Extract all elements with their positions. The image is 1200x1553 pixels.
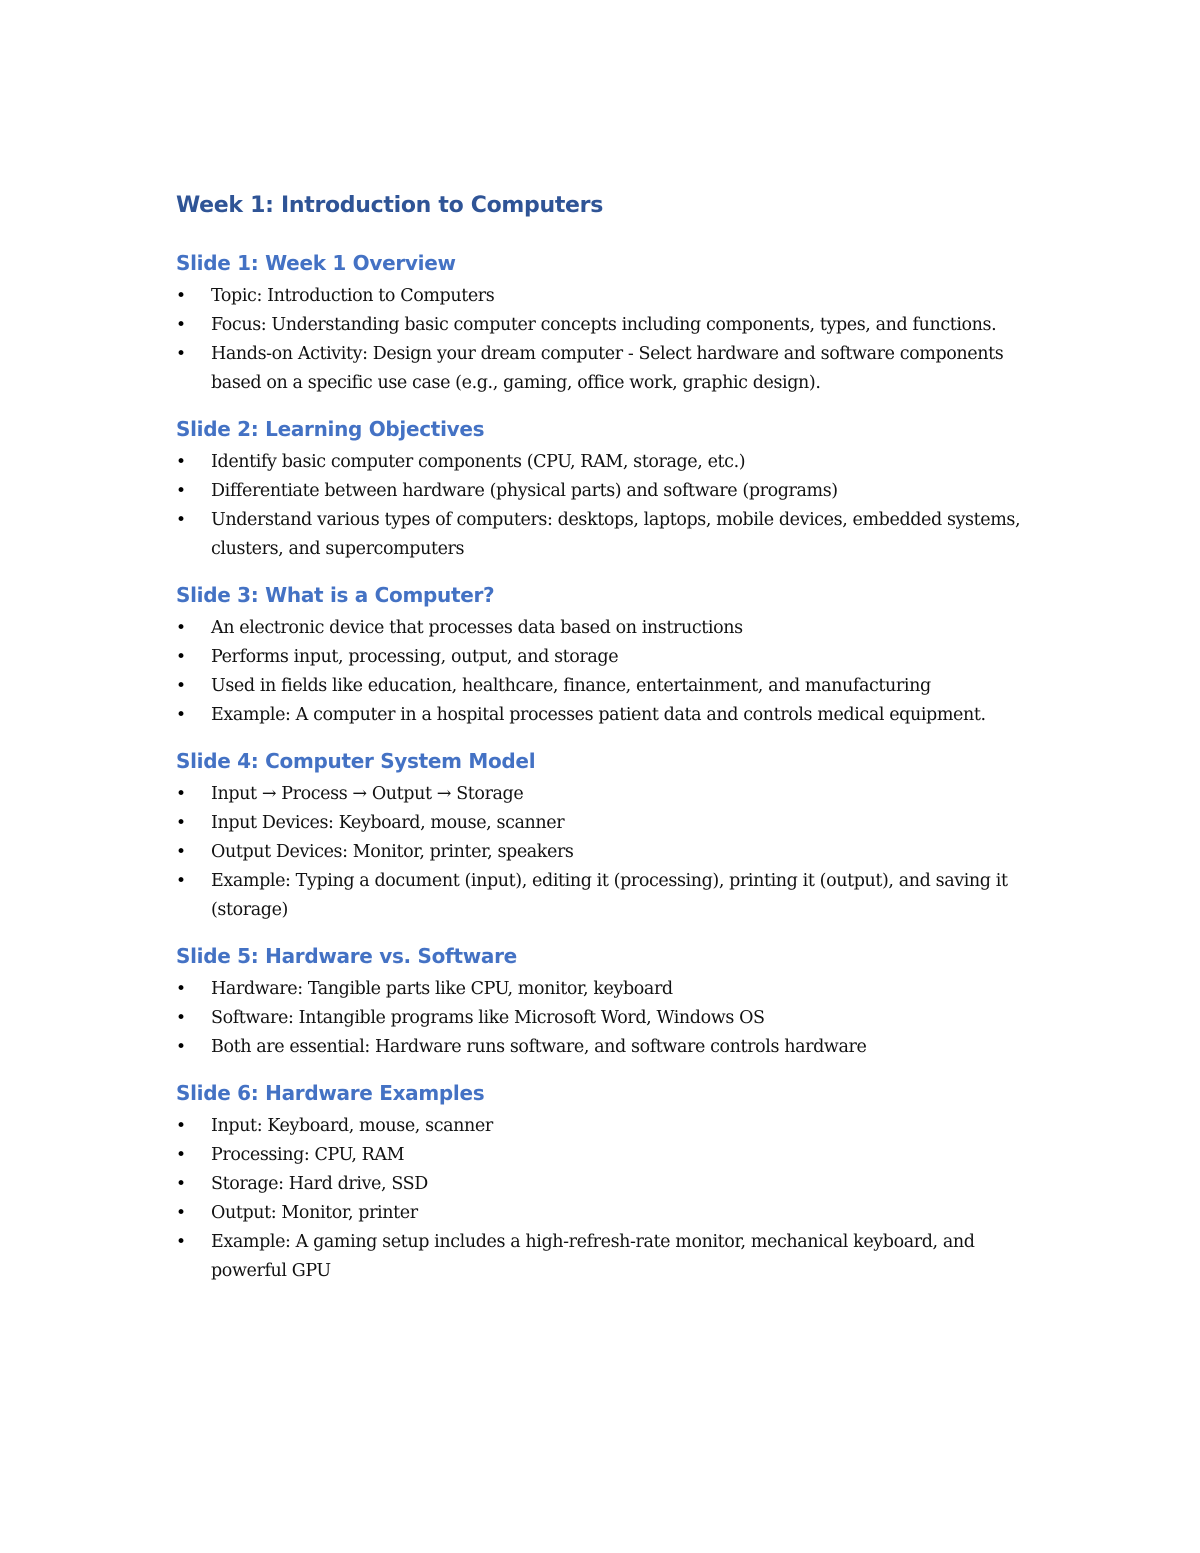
list-item-text: Input Devices: Keyboard, mouse, scanner bbox=[211, 813, 565, 833]
section-heading: Slide 4: Computer System Model bbox=[176, 749, 536, 773]
bullet-icon: • bbox=[176, 1174, 186, 1194]
list-item-text: Output Devices: Monitor, printer, speakers bbox=[211, 842, 574, 862]
section-heading: Slide 2: Learning Objectives bbox=[176, 417, 485, 441]
list-item-text: Input: Keyboard, mouse, scanner bbox=[211, 1116, 493, 1136]
bullet-icon: • bbox=[176, 315, 186, 335]
list-item bbox=[176, 1228, 1036, 1286]
list-item bbox=[176, 672, 1036, 701]
list-item bbox=[176, 477, 1036, 506]
section-heading: Slide 1: Week 1 Overview bbox=[176, 251, 456, 275]
bullet-icon: • bbox=[176, 452, 186, 472]
list-item bbox=[176, 506, 1036, 564]
bullet-icon: • bbox=[176, 1116, 186, 1136]
section-slide-2 bbox=[176, 414, 1036, 564]
bullet-icon: • bbox=[176, 1008, 186, 1028]
list-item-text: Used in fields like education, healthcare, finance, entertainment, and manufacturing bbox=[211, 676, 931, 696]
list-item bbox=[176, 340, 1036, 398]
bullet-icon: • bbox=[176, 705, 186, 725]
bullet-icon: • bbox=[176, 510, 186, 530]
list-item-text: Understand various types of computers: desktops, laptops, mobile devices, embedded systems, clusters, and supercomputers bbox=[211, 510, 1021, 559]
list-item bbox=[176, 448, 1036, 477]
section-slide-1 bbox=[176, 248, 1036, 398]
list-item bbox=[176, 1170, 1036, 1199]
document-body bbox=[176, 190, 1036, 1302]
bullet-icon: • bbox=[176, 979, 186, 999]
bullet-icon: • bbox=[176, 1232, 186, 1252]
section-slide-6 bbox=[176, 1078, 1036, 1286]
section-slide-4 bbox=[176, 746, 1036, 925]
list-item-text: Example: Typing a document (input), editing it (processing), printing it (output), and saving it (storage) bbox=[211, 871, 1008, 920]
list-item-text: Storage: Hard drive, SSD bbox=[211, 1174, 428, 1194]
bullet-list bbox=[176, 614, 1036, 730]
list-item-text: Example: A computer in a hospital processes patient data and controls medical equipment. bbox=[211, 705, 986, 725]
list-item-text: Both are essential: Hardware runs software, and software controls hardware bbox=[211, 1037, 867, 1057]
section-slide-5 bbox=[176, 941, 1036, 1062]
bullet-icon: • bbox=[176, 344, 186, 364]
document-title: Week 1: Introduction to Computers bbox=[176, 193, 604, 218]
bullet-list bbox=[176, 780, 1036, 925]
list-item-text: Identify basic computer components (CPU, RAM, storage, etc.) bbox=[211, 452, 746, 472]
bullet-icon: • bbox=[176, 286, 186, 306]
section-slide-3 bbox=[176, 580, 1036, 730]
bullet-list bbox=[176, 282, 1036, 398]
section-heading: Slide 6: Hardware Examples bbox=[176, 1081, 485, 1105]
list-item bbox=[176, 780, 1036, 809]
list-item-text: Hardware: Tangible parts like CPU, monitor, keyboard bbox=[211, 979, 673, 999]
list-item bbox=[176, 614, 1036, 643]
bullet-list bbox=[176, 448, 1036, 564]
list-item bbox=[176, 1004, 1036, 1033]
list-item bbox=[176, 975, 1036, 1004]
list-item-text: Output: Monitor, printer bbox=[211, 1203, 418, 1223]
section-heading: Slide 3: What is a Computer? bbox=[176, 583, 495, 607]
bullet-icon: • bbox=[176, 647, 186, 667]
bullet-icon: • bbox=[176, 481, 186, 501]
list-item bbox=[176, 282, 1036, 311]
bullet-icon: • bbox=[176, 676, 186, 696]
list-item bbox=[176, 701, 1036, 730]
section-heading: Slide 5: Hardware vs. Software bbox=[176, 944, 517, 968]
bullet-icon: • bbox=[176, 784, 186, 804]
bullet-list bbox=[176, 975, 1036, 1062]
bullet-list bbox=[176, 1112, 1036, 1286]
bullet-icon: • bbox=[176, 1037, 186, 1057]
list-item bbox=[176, 1033, 1036, 1062]
bullet-icon: • bbox=[176, 1145, 186, 1165]
bullet-icon: • bbox=[176, 842, 186, 862]
list-item bbox=[176, 311, 1036, 340]
list-item bbox=[176, 867, 1036, 925]
list-item bbox=[176, 838, 1036, 867]
list-item bbox=[176, 1141, 1036, 1170]
list-item bbox=[176, 1199, 1036, 1228]
bullet-icon: • bbox=[176, 1203, 186, 1223]
list-item-text: Processing: CPU, RAM bbox=[211, 1145, 405, 1165]
list-item-text: Topic: Introduction to Computers bbox=[211, 286, 495, 306]
list-item-text: Differentiate between hardware (physical parts) and software (programs) bbox=[211, 481, 838, 501]
list-item-text: Software: Intangible programs like Microsoft Word, Windows OS bbox=[211, 1008, 765, 1028]
list-item-text: Example: A gaming setup includes a high-refresh-rate monitor, mechanical keyboard, and powerful GPU bbox=[211, 1232, 975, 1281]
bullet-icon: • bbox=[176, 813, 186, 833]
list-item-text: Performs input, processing, output, and storage bbox=[211, 647, 619, 667]
bullet-icon: • bbox=[176, 618, 186, 638]
list-item bbox=[176, 809, 1036, 838]
bullet-icon: • bbox=[176, 871, 186, 891]
list-item-text: Focus: Understanding basic computer concepts including components, types, and functions. bbox=[211, 315, 997, 335]
list-item bbox=[176, 1112, 1036, 1141]
list-item-text: Hands-on Activity: Design your dream computer - Select hardware and software components based on a specific use case (e.g., gaming, office work, graphic design). bbox=[211, 344, 1004, 393]
list-item bbox=[176, 643, 1036, 672]
list-item-text: Input → Process → Output → Storage bbox=[211, 784, 524, 804]
list-item-text: An electronic device that processes data based on instructions bbox=[211, 618, 743, 638]
